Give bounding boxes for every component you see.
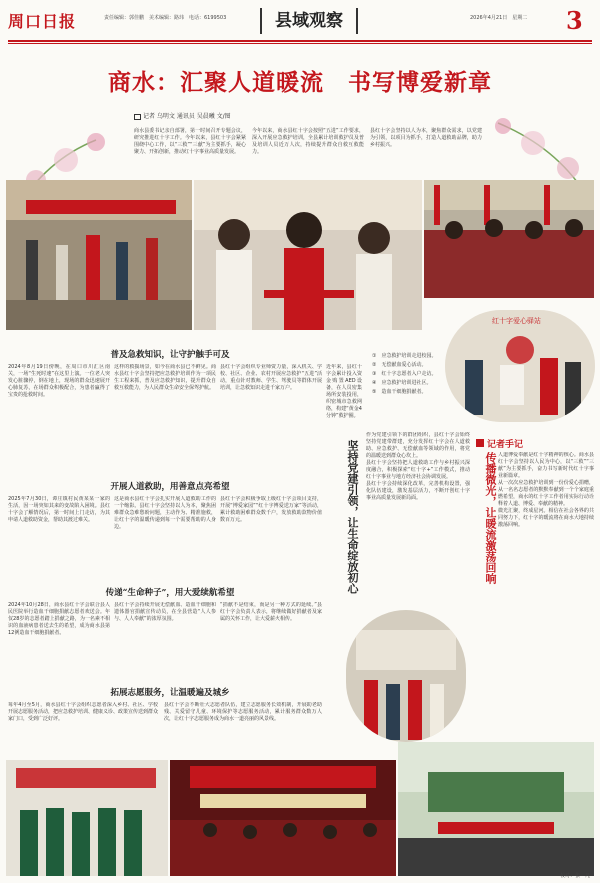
s1-col-1: 2024年8月19日傍晚，在周口市川汇区南关，一场“生死时速”在这里上演。一位老人突发心脏骤停，倒在地上，现场的群众迅速展开心肺复苏，在场群众积极配合，为患者赢得了宝贵的抢救时间。 — [8, 364, 110, 398]
newspaper-logo: 周口日报 — [8, 12, 77, 31]
byline — [134, 111, 231, 120]
s3-col-3: “捐献不是结束，而是另一种方式的延续。”县红十字会负责人表示，将继续做好捐献者及家属的关怀工作，让大爱薪火相传。 — [220, 602, 322, 622]
s1-col-4: 近年来，县红十字会累计投入资金购置AED设备，在人员密集场所安装投用，织密城市急救网络，构建“黄金4分钟”救护圈。 — [326, 364, 362, 419]
s4-col-2: 县红十字会不断壮大志愿者队伍，建立志愿服务长效机制，开展助老助残、关爱留守儿童、环境保护等志愿服务活动，累计服务群众数万人次，让红十字志愿服务成为商水一道亮丽的风景线。 — [164, 702, 322, 722]
s1-col-3: 县红十字会组织专业师资力量，深入机关、学校、社区、企业、农村开展应急救护“五进”活动，重点针对教师、学生、驾驶员等群体开展培训，让急救知识走进千家万户。 — [220, 364, 322, 391]
header-rule-thin — [8, 43, 592, 44]
header-rule — [8, 40, 592, 42]
main-headline: 商水：汇聚人道暖流 书写博爱新章 — [108, 69, 492, 96]
editor-info: 责任编辑：郭佳鹏 美术编辑：路玮 电话：6199503 — [104, 15, 227, 21]
remark-body — [498, 452, 594, 738]
caption-5: ⑤ 造血干细胞捐献者。 — [372, 389, 427, 395]
photo-outdoor-group — [398, 742, 594, 876]
right-mid-col — [366, 432, 470, 602]
caption-2: ② 无偿献血爱心活动。 — [372, 362, 427, 368]
photo-first-aid-training — [6, 180, 192, 330]
section-heading-3: 传递“生命种子”，用大爱续航希望 — [105, 588, 235, 598]
photo-auditorium — [170, 760, 396, 876]
byline-icon — [134, 114, 141, 120]
remark-marker — [476, 439, 484, 447]
lead-col-2: 今年以来，商水县红十字会按照“五进”工作要求，深入开展应急救护培训，全县累计培训救护员及普及培训人员近万人次，持续提升群众自救互救能力。 — [252, 128, 364, 155]
byline-text: 记者 乌明文 通讯员 吴晨曦 文/图 — [143, 113, 231, 120]
lead-col-1: 商水县委书记亲自部署，第一时间召开专题会议，研究推进红十字工作。今年以来，县红十字会紧紧围绕中心工作，以“三救”“三献”为主要抓手，凝心聚力、开拓创新，推动红十字事业高质量发展。 — [134, 128, 246, 155]
photo-volunteer-group — [424, 180, 594, 298]
remark-header — [476, 432, 523, 451]
s4-col-1: 每年4月至5月，商水县红十字会组织志愿者深入乡村、社区、学校开展志愿服务活动，把应急救护培训、健康义诊、政策宣传送到群众家门口，受到广泛好评。 — [8, 702, 158, 722]
caption-1: ① 应急救护培训走进校园。 — [372, 353, 437, 359]
remark-label: 记者手记 — [487, 440, 524, 450]
remark-vertical-title: 传播微光，让暖流激荡回响 — [484, 452, 497, 584]
photo-students-classroom — [194, 180, 422, 330]
right-para-2: 县红十字会坚持把人道救助工作与乡村振兴深度融合，积极探索“红十字+”工作模式，推动红十字事业与地方经济社会协调发展。 — [366, 460, 470, 480]
section-heading-1: 普及急救知识，让守护触手可及 — [110, 350, 230, 360]
photo-captions — [372, 352, 448, 397]
remark-para-1: 人道博爱奉献是红十字精神的核心。商水县红十字会坚持以人民为中心，以“三救”“三献”为主要抓手，奋力书写新时代红十字事业新篇章。 — [498, 452, 594, 479]
s3-col-2: 县红十字会持续开展无偿献血、造血干细胞和遗体器官捐献宣传动员，在全县营造“人人参与、人人奉献”的浓厚氛围。 — [114, 602, 216, 622]
photo-blood-donation-round — [445, 310, 595, 422]
remark-para-3: 微光汇聚，终成星河。相信在社会各界的共同努力下，红十字的暖流将在商水大地持续激荡回响。 — [498, 508, 594, 528]
section-heading-4: 拓展志愿服务，让温暖遍及城乡 — [110, 688, 230, 698]
lead-col-3: 县红十字会坚持以人为本，聚焦群众需求，以党建为引领，以项目为抓手，打造人道救助品牌，助力乡村振兴。 — [370, 128, 482, 148]
remark-para-2: 从一次次应急救护培训到一份份爱心捐赠，从一名名志愿者的默默奉献到一个个家庭重燃希望，商水的红十字工作者用实际行动诠释着人道、博爱、奉献的精神。 — [498, 480, 594, 507]
caption-4: ④ 应急救护培训进社区。 — [372, 380, 432, 386]
s1-col-2: 这样的救援场景，如今在商水县已不鲜见。商水县红十字会坚持把应急救护培训作为一项民生工程来抓，普及应急救护知识，提升群众自救互救能力，为人民群众生命安全保驾护航。 — [114, 364, 216, 391]
s2-col-1: 2025年7月30日，谭庄镇村民黄某某一家的生活，因一场突如其来的变故陷入困境。县红十字会了解情况后，第一时间上门走访，为其申请人道救助资金，帮助其渡过难关。 — [8, 496, 110, 523]
s2-col-3: 县红十字会积极争取上级红十字会项目支持，开展“博爱家园”“红十字博爱送万家”等活动，累计救助困难群众数千户，发放救助款物价值数百万元。 — [220, 496, 322, 523]
s2-col-2: 这是商水县红十字会扎实开展人道救助工作的一个缩影。县红十字会坚持以人为本，聚焦困难群众急难愁盼问题，主动作为、精准施救，让红十字的温暖传递到每一个需要帮助的人身边。 — [114, 496, 216, 530]
vertical-slogan: 坚持党建引领，让生命绽放初心 — [346, 440, 359, 594]
section-title: 县域观察 — [260, 8, 358, 34]
proofreader: 校对：张 凡 — [560, 873, 591, 879]
right-para-1: 作为党建引领下的群团组织，县红十字会始终坚持党建带群建，充分发挥红十字会在人道救助、应急救护、无偿献血等领域的作用，将党的温暖送到群众心坎上。 — [366, 432, 470, 459]
page-number: 3 — [566, 6, 583, 35]
issue-date: 2026年4月21日 星期二 — [470, 15, 528, 21]
masthead — [0, 0, 600, 42]
caption-3: ③ 红十字志愿者入户走访。 — [372, 371, 437, 377]
photo-school-children — [6, 760, 168, 876]
photo-community-round — [346, 610, 466, 742]
s3-col-1: 2024年10月28日，商水县红十字会联合县人民医院举行造血干细胞捐献志愿者欢送会。年仅28岁的志愿者踏上捐献之路，为一名素不相识的血液病患者送去生的希望，成为商水县第12例造血干细胞捐献者。 — [8, 602, 110, 636]
banner-text: 红十字爱心驿站 — [492, 317, 541, 325]
right-para-3: 县红十字会持续深化改革，完善机构设置，强化队伍建设，激发基层活力，不断开创红十字事业高质量发展新局面。 — [366, 481, 470, 501]
section-heading-2: 开展人道救助，用善意点亮希望 — [110, 482, 230, 492]
